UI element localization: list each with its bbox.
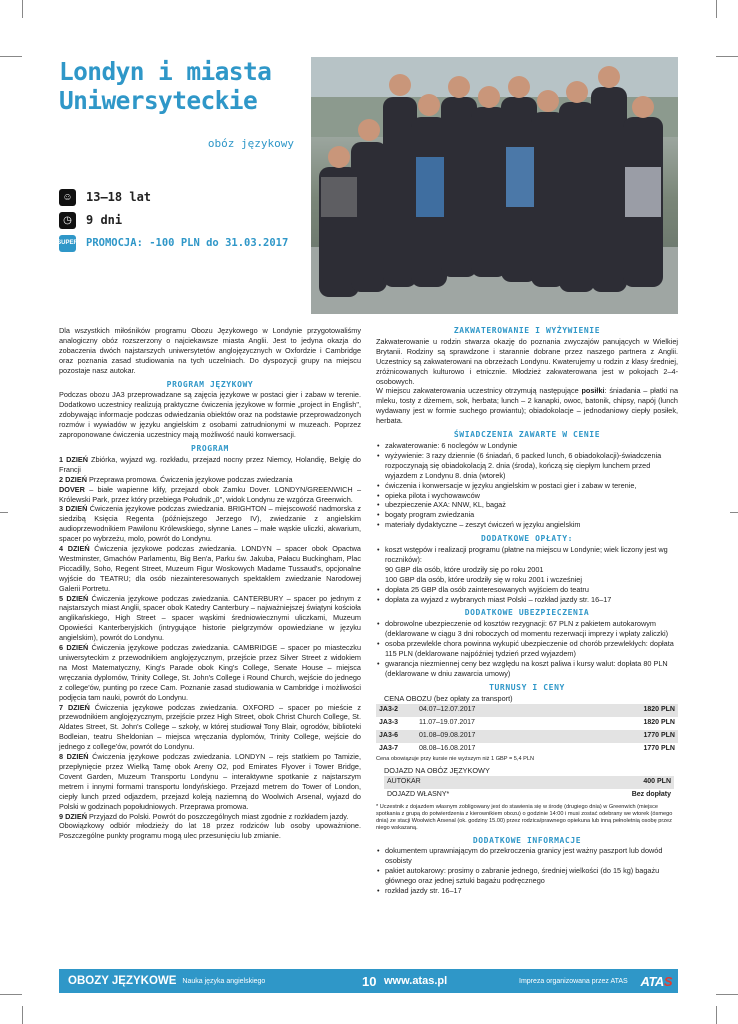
- day-text: Ćwiczenia językowe podczas zwiedzania. CAMBRIDGE – spacer po miasteczku uniwersyteckim z przewodnikiem anglojęzycznym, przejście przez Silver Street z widokiem na Most Matematyczny, King's Parade obok King's College, Senate House – miejsca wręczania dyplomów, Trinity College, St. John's College i Round Church, wejście do jednego z college'ów, punting po rzece Cam. Poznanie zasad studiowania w Cambridge i możliwości podjęcia tam nauki, powrót do Londynu.: [59, 643, 362, 702]
- turnus-price: 1820 PLN: [580, 704, 678, 717]
- program-jezykowy-heading: PROGRAM JĘZYKOWY: [166, 379, 254, 389]
- dojazd-table: [384, 776, 674, 802]
- day-text: Ćwiczenia językowe podczas zwiedzania. BRIGHTON – miejscowość nadmorska z siedzibą Księcia Regenta (późniejszego Jerzego IV), zwiedzanie z angielskim audioprzewodnikiem Pawilonu Królewskiego, słynne Lanes – małe wąskie uliczki, akwarium, spacer po wybrzeżu, molo, powrót do Londynu.: [59, 504, 361, 544]
- list-item: • dopłata za wyjazd z wybranych miast Polski – rozkład jazdy str. 16–17: [376, 595, 678, 605]
- oplaty-subitem: 90 GBP dla osób, które urodziły się po roku 2001: [385, 564, 544, 574]
- website-link[interactable]: www.atas.pl: [384, 975, 448, 987]
- crop-mark: [0, 56, 22, 57]
- ubezpieczenia-heading: DODATKOWE UBEZPIECZENIA: [464, 608, 590, 618]
- day-text: Przyjazd do Polski. Powrót do poszczególnych miast zgodnie z rozkładem jazdy.: [86, 811, 349, 821]
- ubezpieczenia-list: [376, 619, 678, 678]
- oplaty-subitem: 100 GBP dla osób, które urodziły się w roku 2001 i wcześniej: [385, 574, 582, 584]
- cena-label: CENA OBOZU (bez opłaty za transport): [384, 693, 513, 703]
- facts-list: [59, 187, 288, 256]
- crop-mark: [716, 56, 738, 57]
- list-item: • wyżywienie: 3 razy dziennie (6 śniadań, 6 packed lunch, 6 obiadokolacji)-świadczenia rozpoczynają się obiadokolacją 2. dnia (środa), kończą się ciepłym lunchem przed wyjazdem z Londynu 8. dnia (wtorek): [376, 451, 678, 481]
- day-label: 8 DZIEŃ: [59, 752, 89, 762]
- day-text: Zbiórka, wyjazd wg. rozkładu, przejazd nocny przez Niemcy, Holandię, Belgię do Francji: [59, 454, 361, 474]
- posilki-post: : śniadania – płatki na mleku, tosty z dżemem, sok, herbata; lunch – 2 kanapki, owoc, batonik, chipsy, napój (lunch wydawany jest w formie suchego prowiantu); obiadokolacje – jednodaniowy ciepły posiłek, herbata.: [376, 386, 678, 426]
- autokar-price: 400 PLN: [558, 776, 674, 789]
- crop-mark: [716, 1006, 717, 1024]
- day-label: 5 DZIEŃ: [59, 593, 89, 603]
- crop-mark: [0, 512, 8, 513]
- turnusy-table: [376, 704, 678, 756]
- swiadczenia-heading: ŚWIADCZENIA ZAWARTE W CENIE: [453, 430, 601, 440]
- program-day: [59, 485, 361, 505]
- program-day: [59, 643, 361, 702]
- title-line-1: Londyn i miasta: [59, 57, 272, 86]
- day-label: DOVER: [59, 484, 85, 494]
- day-label: 6 DZIEŃ: [59, 643, 89, 653]
- turnusy-heading: TURNUSY I CENY: [489, 682, 565, 692]
- page-title: [59, 57, 312, 115]
- day-text: – białe wapienne klify, przejazd obok Zamku Dover. LONDYN/GREENWICH – Królewski Park, przez który przebiega Południk „0", widok Londynu ze wzgórza Greenwich.: [59, 484, 361, 504]
- hero-panel: [59, 57, 312, 313]
- list-item: • materiały dydaktyczne – zeszyt ćwiczeń w języku angielskim: [376, 520, 678, 530]
- list-item: • dobrowolne ubezpieczenie od kosztów rezygnacji: 67 PLN z pakietem autokarowym (deklarowane w ciągu 3 dni roboczych od momentu rezerwacji imprezy i wpłaty zaliczki): [376, 619, 678, 639]
- page-footer: [59, 969, 678, 993]
- turnus-price: 1770 PLN: [580, 730, 678, 743]
- program-day: [59, 752, 361, 811]
- zakwaterowanie-heading: ZAKWATEROWANIE I WYŻYWIENIE: [453, 326, 601, 335]
- program-day: [59, 703, 361, 753]
- age-text: 13–18 lat: [86, 190, 152, 204]
- fact-promo: [59, 233, 288, 253]
- day-text: Ćwiczenia językowe podczas zwiedzania. LONDYN – rejs statkiem po Tamizie, przepłynięcie przez Wielką Tamę obok Areny O2, pod Emirates Flyover i Tower Bridge, Covent Garden, Muzeum Transportu Londynu – interaktywne spotkanie z najstarszym metrem i innymi formami transportu londyńskiego. Przejazd metrem do Tower of London, ciepły lunch przed odjazdem, przejazd koleją naziemną do Woolwich Arsenal, wyjazd do Polski w godzinach popołudniowych. Przeprawa promowa.: [59, 752, 361, 811]
- organizer-text: Impreza organizowana przez ATAS: [519, 977, 628, 985]
- oplaty-list: [376, 545, 678, 604]
- logo-part: ATA: [640, 973, 664, 989]
- oplaty-item: koszt wstępów i realizacji programu (płatne na miejscu w Londynie; wiek liczony jest wg roczników):: [385, 545, 668, 564]
- turnus-code: JA3-6: [376, 730, 416, 743]
- group-photo-illustration: [311, 57, 678, 314]
- fact-duration: [59, 210, 288, 230]
- turnus-price: 1820 PLN: [643, 719, 675, 727]
- person-icon: ☺: [59, 189, 76, 206]
- list-item: • rozkład jazdy str. 16–17: [376, 886, 678, 896]
- dojazd-footnote: * Uczestnik z dojazdem własnym zobligowany jest do stawienia się w środę (drugiego dnia) w Greenwich (miejsce spotkania z grupą do potwierdzenia z kierownikiem obozu) o godzinie 14:00 i musi zostać odebrany we wtorek (ósmego dnia) ze stacji Woolwich Arsenal (ok. godziny 15.00) przez rodzica/prawnego opiekuna lub inną pełnoletnią osobę przez niego wskazaną.: [376, 803, 673, 831]
- list-item: • zakwaterowanie: 6 noclegów w Londynie: [376, 441, 678, 451]
- crop-mark: [716, 0, 717, 18]
- program-note: Obowiązkowy odbiór młodzieży do lat 18 przez rodziców lub osoby upoważnione. Poszczególne punkty programu mogą ulec przesunięciu lub zmianie.: [59, 821, 361, 841]
- list-item: • dopłata 25 GBP dla osób zainteresowanych wyjściem do teatru: [376, 585, 678, 595]
- wlasny-label: DOJAZD WŁASNY*: [387, 791, 450, 799]
- program-day: [59, 812, 361, 822]
- turnus-dates: 11.07–19.07.2017: [419, 719, 475, 727]
- day-text: Ćwiczenia językowe podczas zwiedzania. CANTERBURY – spacer po jednym z najstarszych miast Anglii, spacer obok Katedry Canterbury – najważniejszej świątyni kościoła anglikańskiego, High Street – spacer wąskimi średniowiecznymi uliczkami, Muzeum Opowieści Kanterberyjskich (intrygujące historie pielgrzymów opowiedziane w języku angielskim), powrót do Londynu.: [59, 593, 361, 643]
- table-row: [384, 776, 674, 789]
- table-row: [376, 717, 678, 730]
- oplaty-heading: DODATKOWE OPŁATY:: [480, 534, 574, 544]
- crop-mark: [0, 994, 22, 995]
- table-row: [376, 743, 678, 756]
- autokar-label: AUTOKAR: [384, 776, 558, 789]
- program-day: [59, 455, 361, 475]
- intro-paragraph: Dla wszystkich miłośników programu Obozu Językowego w Londynie przygotowaliśmy analogiczny obóz rozszerzony o najciekawsze miasta Anglii. Jest to jedyna okazja do zobaczenia dwóch najstarszych uniwersytetów anglojęzycznych w Oxfordzie i Cambridge oraz poznania zasad studiowania na tych uczelniach. Do dyspozycji grupy na miejscu pozostaje nasz autokar.: [59, 326, 361, 375]
- day-label: 7 DZIEŃ: [59, 702, 90, 712]
- super-promo-icon: SUPER: [59, 235, 76, 252]
- group-photo: [311, 57, 678, 314]
- right-column: [376, 326, 678, 896]
- list-item: • pakiet autokarowy: prosimy o zabranie jednego, średniej wielkości (do 15 kg) bagażu głównego oraz jednej sztuki bagażu podręcznego: [376, 866, 678, 886]
- swiadczenia-list: [376, 441, 678, 530]
- list-item: • gwarancja niezmiennej ceny bez względu na koszt paliwa i kursy walut: dopłata 80 PLN (deklarowane w dniu zawarcia umowy): [376, 659, 678, 679]
- day-label: 4 DZIEŃ: [59, 544, 90, 554]
- duration-text: 9 dni: [86, 213, 123, 227]
- posilki-bold: posiłki: [581, 386, 605, 396]
- turnus-dates: 04.07–12.07.2017: [416, 704, 580, 717]
- turnus-price: 1770 PLN: [643, 745, 675, 753]
- informacje-heading: DODATKOWE INFORMACJE: [472, 835, 582, 845]
- page-number: 10: [362, 973, 377, 989]
- fact-age: [59, 187, 288, 207]
- crop-mark: [22, 0, 23, 18]
- list-item: • osoba przewlekle chora powinna wykupić ubezpieczenie od chorób przewlekłych: dopłata 115 PLN (deklarowane najpóźniej tydzień przed wyjazdem): [376, 639, 678, 659]
- footer-subtitle: Nauka języka angielskiego: [182, 977, 266, 985]
- day-label: 9 DZIEŃ: [59, 811, 87, 821]
- title-line-2: Uniwersyteckie: [59, 86, 258, 115]
- list-item: • opieka pilota i wychowawców: [376, 491, 678, 501]
- promo-text: PROMOCJA: -100 PLN do 31.03.2017: [86, 237, 289, 249]
- list-item: • ćwiczenia i konwersacje w języku angielskim w postaci gier i zabaw w terenie,: [376, 481, 678, 491]
- informacje-list: [376, 846, 678, 896]
- crop-mark: [730, 512, 738, 513]
- footer-title: OBOZY JĘZYKOWE: [68, 975, 177, 987]
- list-item: • ubezpieczenie AXA: NNW, KL, bagaż: [376, 500, 678, 510]
- posilki-text: [376, 386, 678, 426]
- program-heading: PROGRAM: [191, 443, 229, 453]
- list-item: [376, 545, 678, 585]
- turnus-code: JA3-2: [376, 704, 416, 717]
- day-text: Ćwiczenia językowe podczas zwiedzania. LONDYN – spacer obok Opactwa Westminster, Gmachów Parlamentu, Big Ben'a, Parku św. Jakuba, Pałacu Buckingham, Plac Piccadilly, Soho, Regent Street, Muzeum Figur Woskowych Madame Tussaud's, opcjonalne wyjście do TEATRU; dla osób niezainteresowanych spektaklem zwiedzanie Narodowej Galerii Portretu.: [59, 544, 361, 593]
- program-day: [59, 544, 361, 594]
- rate-note: Cena obowiązuje przy kursie nie wyższym niż 1 GBP = 5,4 PLN: [376, 755, 534, 762]
- left-column: [59, 326, 361, 841]
- dojazd-label: DOJAZD NA OBÓZ JĘZYKOWY: [384, 765, 490, 775]
- turnus-dates: 01.08–09.08.2017: [416, 730, 580, 743]
- table-row: [376, 704, 678, 717]
- crop-mark: [22, 1006, 23, 1024]
- program-day: [59, 594, 361, 644]
- program-day: [59, 504, 361, 544]
- crop-mark: [716, 994, 738, 995]
- page-subtitle: obóz językowy: [207, 137, 294, 150]
- list-item: • bogaty program zwiedzania: [376, 510, 678, 520]
- wlasny-price: Bez dopłaty: [631, 791, 671, 799]
- zakwaterowanie-text: Zakwaterowanie u rodzin stwarza okazję do poznania zwyczajów panujących w Wielkiej Brytanii. Rodziny są sprawdzone i starannie dobrane przez naszego partnera z Anglii. Uczestnicy są zakwaterowani na obrzeżach Londynu. Kwaterujemy u rodzin z klasy średniej, zróżnicowanych kulturowo i etnicznie. Młodzież zakwaterowana jest w pokojach 2–4-osobowych.: [376, 336, 678, 386]
- atas-logo: [641, 974, 672, 989]
- turnus-code: JA3-3: [379, 719, 399, 727]
- table-row: [384, 789, 674, 802]
- day-label: 2 DZIEŃ: [59, 474, 87, 484]
- day-label: 3 DZIEŃ: [59, 504, 88, 514]
- day-text: Ćwiczenia językowe podczas zwiedzania. OXFORD – spacer po mieście z przewodnikiem anglojęzycznym, przejście przez High Street, obok Christ Church College, St. Aldates Street, St. John's College – szkoły, w której studiował Tony Blair, ogrodów, biblioteki Bodleian, teatru Sheldonian – miejsca wręczania dyplomów, Trinity College, wejście do jednego z college'ów, powrót do Londynu.: [59, 702, 361, 752]
- program-jezykowy-text: Podczas obozu JA3 przeprowadzane są zajęcia językowe w postaci gier i zabaw w terenie. Dodatkowo uczestnicy realizują praktyczne ćwiczenia językowe w formie „project in English", zdobywając informacje podczas odwiedzania obiektów oraz na podstawie przeprowadzonych rozmów i wywiadów w języku angielskim z osobami zatrudnionymi w muzeach. Poprzez zaproponowane ćwiczenia uczestnicy mają możliwość nauki konwersacji.: [59, 390, 361, 440]
- clock-icon: ◷: [59, 212, 76, 229]
- day-text: Przeprawa promowa. Ćwiczenia językowe podczas zwiedzania: [86, 474, 293, 484]
- day-label: 1 DZIEŃ: [59, 454, 88, 464]
- turnus-dates: 08.08–16.08.2017: [419, 745, 476, 753]
- list-item: • dokumentem uprawniającym do przekroczenia granicy jest ważny paszport lub dowód osobisty: [376, 846, 678, 866]
- logo-part: S: [663, 973, 672, 989]
- program-day: [59, 475, 361, 485]
- turnus-code: JA3-7: [379, 745, 399, 753]
- posilki-pre: W miejscu zakwaterowania uczestnicy otrzymują następujące: [376, 386, 582, 396]
- table-row: [376, 730, 678, 743]
